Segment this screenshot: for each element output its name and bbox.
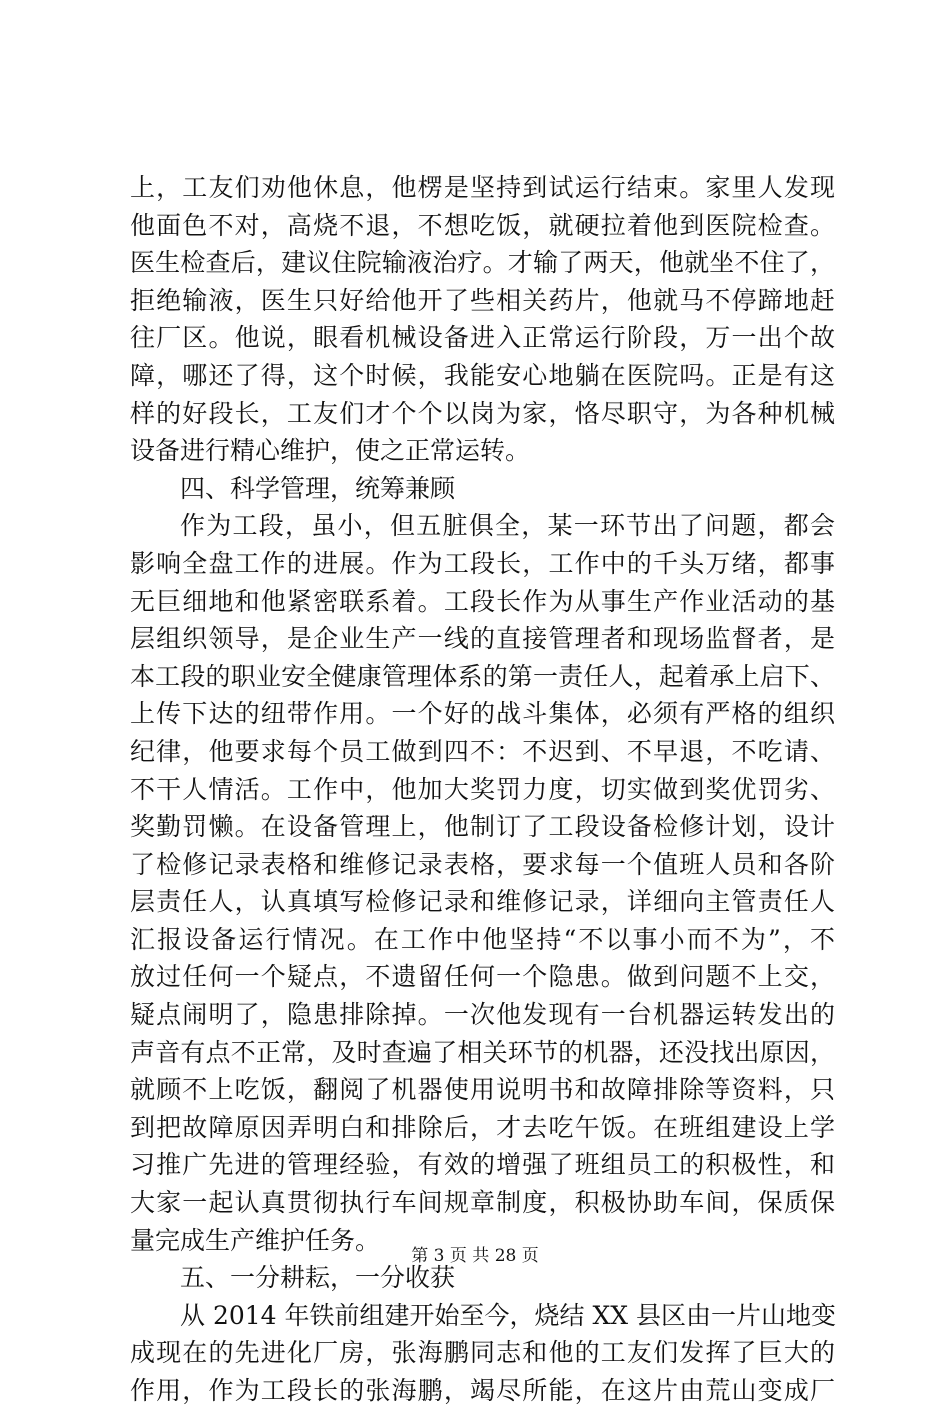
text-line: 大家一起认真贯彻执行车间规章制度，积极协助车间，保质保 xyxy=(130,1188,835,1218)
text-line: 汇报设备运行情况。在工作中他坚持“不以事小而不为”，不 xyxy=(130,924,835,954)
text-line: 从 2014 年铁前组建开始至今，烧结 XX 县区由一片山地变 xyxy=(180,1300,837,1330)
text-line: 习推广先进的管理经验，有效的增强了班组员工的积极性，和 xyxy=(130,1150,835,1180)
text-line: 障，哪还了得，这个时候，我能安心地躺在医院吗。正是有这 xyxy=(130,360,835,390)
text-line: 成现在的先进化厂房，张海鹏同志和他的工友们发挥了巨大的 xyxy=(130,1338,835,1368)
text-line: 不干人情活。工作中，他加大奖罚力度，切实做到奖优罚劣、 xyxy=(130,774,835,804)
text-line: 设备进行精心维护，使之正常运转。 xyxy=(130,436,531,466)
text-line: 层责任人，认真填写检修记录和维修记录，详细向主管责任人 xyxy=(130,887,835,917)
text-line: 上传下达的纽带作用。一个好的战斗集体，必须有严格的组织 xyxy=(130,699,835,729)
text-line: 四、科学管理，统筹兼顾 xyxy=(180,473,456,503)
text-line: 医生检查后，建议住院输液治疗。才输了两天，他就坐不住了， xyxy=(130,248,835,278)
text-line: 作用，作为工段长的张海鹏，竭尽所能，在这片由荒山变成厂 xyxy=(130,1376,835,1405)
text-line: 往厂区。他说，眼看机械设备进入正常运行阶段，万一出个故 xyxy=(130,323,835,353)
text-line: 放过任何一个疑点，不遗留任何一个隐患。做到问题不上交， xyxy=(130,962,835,992)
page-footer: 第 3 页 共 28 页 xyxy=(411,1246,539,1266)
text-line: 五、一分耕耘，一分收获 xyxy=(180,1263,456,1293)
text-line: 就顾不上吃饭，翻阅了机器使用说明书和故障排除等资料，只 xyxy=(130,1075,835,1105)
text-line: 样的好段长，工友们才个个以岗为家，恪尽职守，为各种机械 xyxy=(130,398,835,428)
text-line: 本工段的职业安全健康管理体系的第一责任人，起着承上启下、 xyxy=(130,661,835,691)
text-line: 量完成生产维护任务。 xyxy=(130,1225,381,1255)
text-line: 无巨细地和他紧密联系着。工段长作为从事生产作业活动的基 xyxy=(130,586,835,616)
text-line: 上，工友们劝他休息，他楞是坚持到试运行结束。家里人发现 xyxy=(130,173,835,202)
text-line: 拒绝输液，医生只好给他开了些相关药片，他就马不停蹄地赶 xyxy=(130,285,835,315)
text-line: 奖勤罚懒。在设备管理上，他制订了工段设备检修计划，设计 xyxy=(130,812,835,842)
text-line: 作为工段，虽小，但五脏俱全，某一环节出了问题，都会 xyxy=(180,511,835,541)
text-line: 疑点闹明了，隐患排除掉。一次他发现有一台机器运转发出的 xyxy=(130,1000,835,1030)
text-line: 声音有点不正常，及时查遍了相关环节的机器，还没找出原因， xyxy=(130,1037,835,1067)
body-text xyxy=(130,169,835,1410)
text-line: 了检修记录表格和维修记录表格，要求每一个值班人员和各阶 xyxy=(130,849,835,879)
text-line: 他面色不对，高烧不退，不想吃饭，就硬拉着他到医院检查。 xyxy=(130,210,835,240)
text-line: 到把故障原因弄明白和排除后，才去吃午饭。在班组建设上学 xyxy=(130,1112,835,1142)
text-line: 纪律，他要求每个员工做到四不：不迟到、不早退，不吃请、 xyxy=(130,736,835,766)
text-line: 层组织领导，是企业生产一线的直接管理者和现场监督者，是 xyxy=(130,624,835,654)
text-line: 影响全盘工作的进展。作为工段长，工作中的千头万绪，都事 xyxy=(130,548,835,578)
